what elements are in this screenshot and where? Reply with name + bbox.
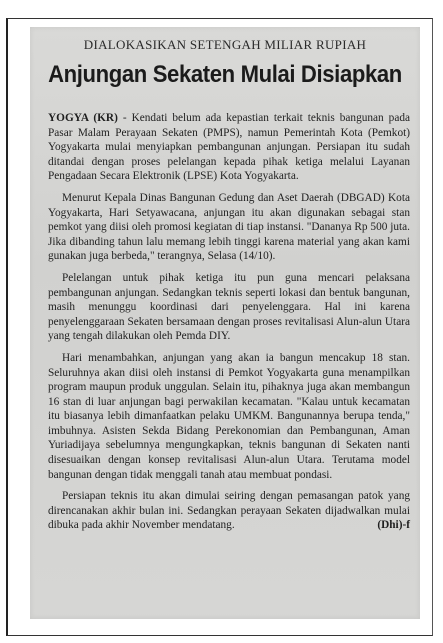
article-headline: Anjungan Sekaten Mulai Disiapkan xyxy=(48,61,402,88)
lead-text: - Kendati belum ada kepastian terkait teknis bangunan pada Pasar Malam Perayaan Sekaten (PMPS), namun Pemerintah Kota (Pemkot) Yogyakarta mulai menyiapkan pembangunan anjungan. Persiapan itu sudah ditandai dengan proses pelelangan kepada pihak ketiga melalui Layanan Pengadaan Secara Elektronik (LPSE) Kota Yogyakarta. xyxy=(48,112,410,183)
newspaper-clipping xyxy=(30,27,420,619)
dateline: YOGYA (KR) xyxy=(48,112,118,124)
article-body xyxy=(48,111,410,540)
paragraph-4 xyxy=(48,489,410,533)
paragraph-1: Menurut Kepala Dinas Bangunan Gedung dan Aset Daerah (DBGAD) Kota Yogyakarta, Hari Setyawacana, anjungan itu akan digunakan sebagai stan pemkot yang diisi oleh promosi kegiatan di tiap instansi. "Dananya Rp 500 juta. Jika dibanding tahun lalu memang lebih tinggi karena material yang akan kami gunakan juga berbeda," terangnya, Selasa (14/10). xyxy=(48,191,410,263)
paragraph-3: Hari menambahkan, anjungan yang akan ia bangun mencakup 18 stan. Seluruhnya akan diisi oleh instansi di Pemkot Yogyakarta guna menampilkan program maupun produk unggulan. Selain itu, pihaknya juga akan membangun 16 stan di luar anjungan bagi perwakilan kecamatan. "Kalau untuk kecamatan itu biasanya lebih dimanfaatkan pelaku UMKM. Bangunannya berupa tenda," imbuhnya. Asisten Sekda Bidang Perekonomian dan Pembangunan, Aman Yuriadijaya sebelumnya mengungkapkan, teknis bangunan di Sekaten nanti disesuaikan dengan konsep revitalisasi Alun-alun Utara. Terutama model bangunan dengan tidak menggali tanah atau membuat pondasi. xyxy=(48,351,410,481)
article-kicker: DIALOKASIKAN SETENGAH MILIAR RUPIAH xyxy=(83,37,367,52)
paragraph-4-text: Persiapan teknis itu akan dimulai seiring dengan pemasangan patok yang direncanakan akhir bulan ini. Sedangkan perayaan Sekaten dijadwalkan mulai dibuka pada akhir November mendatang. xyxy=(48,490,410,532)
lead-paragraph xyxy=(48,111,410,184)
byline: (Dhi)-f xyxy=(377,519,410,532)
paragraph-2: Pelelangan untuk pihak ketiga itu pun guna mencari pelaksana pembangunan anjungan. Sedangkan teknis seperti lokasi dan bentuk bangunan, masih menunggu koordinasi dari penyelenggara. Hal ini karena penyelenggaraan Sekaten bersamaan dengan proses revitalisasi Alun-alun Utara yang tengah dilakukan oleh Pemda DIY. xyxy=(48,271,410,343)
